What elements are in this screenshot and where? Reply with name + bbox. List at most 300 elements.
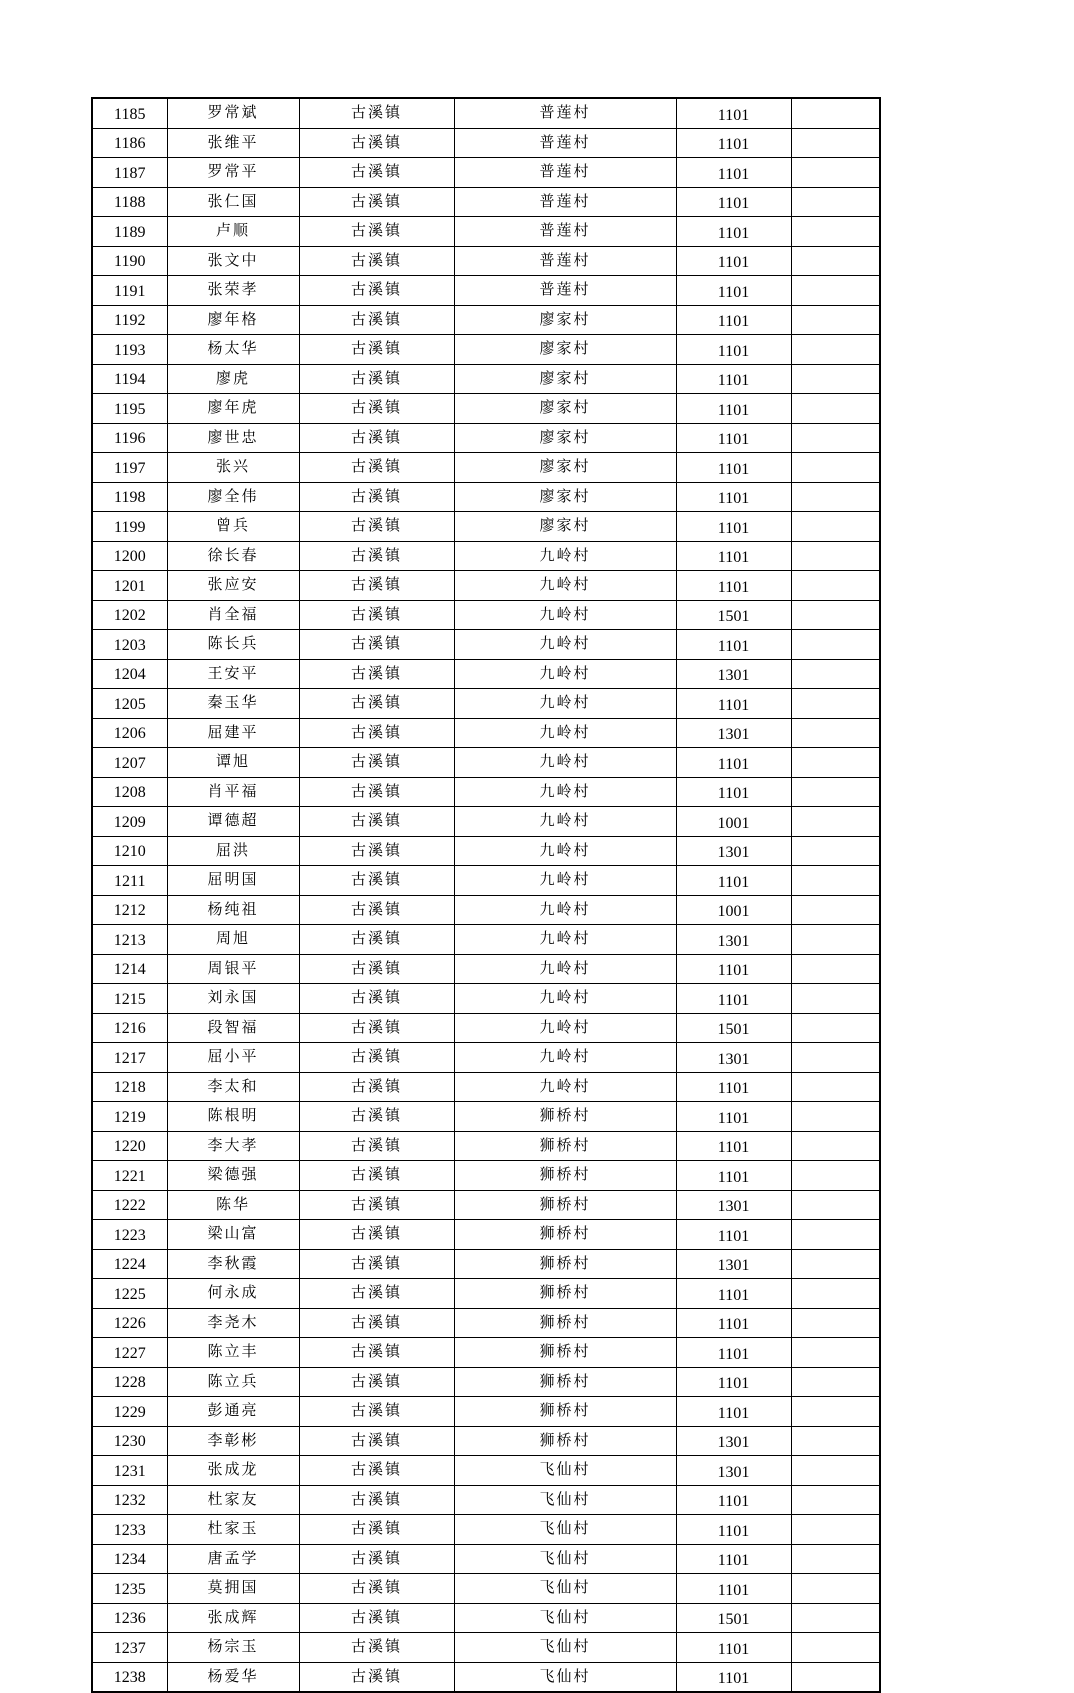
town-cell: 古溪镇 bbox=[299, 98, 454, 128]
row-number-cell: 1210 bbox=[92, 836, 167, 866]
town-cell: 古溪镇 bbox=[299, 1131, 454, 1161]
remark-cell bbox=[791, 1603, 880, 1633]
town-cell: 古溪镇 bbox=[299, 541, 454, 571]
table-row bbox=[92, 836, 880, 866]
code-cell: 1101 bbox=[676, 1131, 791, 1161]
table-row bbox=[92, 1131, 880, 1161]
name-cell: 廖虎 bbox=[167, 364, 299, 394]
village-cell: 普莲村 bbox=[454, 128, 676, 158]
remark-cell bbox=[791, 1338, 880, 1368]
code-cell: 1101 bbox=[676, 1515, 791, 1545]
row-number-cell: 1185 bbox=[92, 98, 167, 128]
remark-cell bbox=[791, 630, 880, 660]
remark-cell bbox=[791, 895, 880, 925]
table-row bbox=[92, 748, 880, 778]
row-number-cell: 1211 bbox=[92, 866, 167, 896]
row-number-cell: 1228 bbox=[92, 1367, 167, 1397]
town-cell: 古溪镇 bbox=[299, 925, 454, 955]
table-row bbox=[92, 364, 880, 394]
code-cell: 1101 bbox=[676, 1397, 791, 1427]
name-cell: 张成龙 bbox=[167, 1456, 299, 1486]
name-cell: 唐孟学 bbox=[167, 1544, 299, 1574]
name-cell: 张荣孝 bbox=[167, 276, 299, 306]
row-number-cell: 1235 bbox=[92, 1574, 167, 1604]
village-cell: 狮桥村 bbox=[454, 1279, 676, 1309]
town-cell: 古溪镇 bbox=[299, 1308, 454, 1338]
town-cell: 古溪镇 bbox=[299, 1338, 454, 1368]
village-cell: 九岭村 bbox=[454, 925, 676, 955]
town-cell: 古溪镇 bbox=[299, 1633, 454, 1663]
town-cell: 古溪镇 bbox=[299, 777, 454, 807]
row-number-cell: 1216 bbox=[92, 1013, 167, 1043]
row-number-cell: 1187 bbox=[92, 158, 167, 188]
village-cell: 飞仙村 bbox=[454, 1544, 676, 1574]
row-number-cell: 1207 bbox=[92, 748, 167, 778]
town-cell: 古溪镇 bbox=[299, 1456, 454, 1486]
table-row bbox=[92, 1633, 880, 1663]
town-cell: 古溪镇 bbox=[299, 1043, 454, 1073]
code-cell: 1101 bbox=[676, 541, 791, 571]
code-cell: 1101 bbox=[676, 512, 791, 542]
table-row bbox=[92, 925, 880, 955]
remark-cell bbox=[791, 1426, 880, 1456]
code-cell: 1101 bbox=[676, 1279, 791, 1309]
table-row bbox=[92, 1102, 880, 1132]
table-row bbox=[92, 1072, 880, 1102]
code-cell: 1101 bbox=[676, 98, 791, 128]
code-cell: 1301 bbox=[676, 1426, 791, 1456]
town-cell: 古溪镇 bbox=[299, 866, 454, 896]
village-cell: 普莲村 bbox=[454, 98, 676, 128]
village-cell: 九岭村 bbox=[454, 659, 676, 689]
row-number-cell: 1208 bbox=[92, 777, 167, 807]
village-cell: 飞仙村 bbox=[454, 1603, 676, 1633]
village-cell: 狮桥村 bbox=[454, 1102, 676, 1132]
town-cell: 古溪镇 bbox=[299, 630, 454, 660]
remark-cell bbox=[791, 187, 880, 217]
row-number-cell: 1204 bbox=[92, 659, 167, 689]
table-row bbox=[92, 1220, 880, 1250]
name-cell: 卢顺 bbox=[167, 217, 299, 247]
village-cell: 九岭村 bbox=[454, 748, 676, 778]
code-cell: 1301 bbox=[676, 718, 791, 748]
remark-cell bbox=[791, 866, 880, 896]
table-row bbox=[92, 1249, 880, 1279]
name-cell: 张兴 bbox=[167, 453, 299, 483]
village-cell: 狮桥村 bbox=[454, 1397, 676, 1427]
code-cell: 1101 bbox=[676, 689, 791, 719]
row-number-cell: 1201 bbox=[92, 571, 167, 601]
row-number-cell: 1224 bbox=[92, 1249, 167, 1279]
code-cell: 1101 bbox=[676, 1485, 791, 1515]
village-cell: 九岭村 bbox=[454, 1072, 676, 1102]
remark-cell bbox=[791, 217, 880, 247]
code-cell: 1101 bbox=[676, 866, 791, 896]
name-cell: 李大孝 bbox=[167, 1131, 299, 1161]
name-cell: 谭德超 bbox=[167, 807, 299, 837]
remark-cell bbox=[791, 98, 880, 128]
remark-cell bbox=[791, 748, 880, 778]
town-cell: 古溪镇 bbox=[299, 276, 454, 306]
village-cell: 廖家村 bbox=[454, 453, 676, 483]
table-row bbox=[92, 895, 880, 925]
village-cell: 普莲村 bbox=[454, 158, 676, 188]
code-cell: 1101 bbox=[676, 187, 791, 217]
name-cell: 周旭 bbox=[167, 925, 299, 955]
remark-cell bbox=[791, 394, 880, 424]
town-cell: 古溪镇 bbox=[299, 1102, 454, 1132]
name-cell: 周银平 bbox=[167, 954, 299, 984]
row-number-cell: 1220 bbox=[92, 1131, 167, 1161]
village-cell: 九岭村 bbox=[454, 954, 676, 984]
remark-cell bbox=[791, 1633, 880, 1663]
name-cell: 陈长兵 bbox=[167, 630, 299, 660]
village-cell: 狮桥村 bbox=[454, 1308, 676, 1338]
table-row bbox=[92, 187, 880, 217]
row-number-cell: 1222 bbox=[92, 1190, 167, 1220]
remark-cell bbox=[791, 1102, 880, 1132]
code-cell: 1501 bbox=[676, 1603, 791, 1633]
village-cell: 九岭村 bbox=[454, 571, 676, 601]
town-cell: 古溪镇 bbox=[299, 158, 454, 188]
town-cell: 古溪镇 bbox=[299, 1397, 454, 1427]
name-cell: 肖平福 bbox=[167, 777, 299, 807]
name-cell: 罗常平 bbox=[167, 158, 299, 188]
table-row bbox=[92, 1338, 880, 1368]
code-cell: 1101 bbox=[676, 1072, 791, 1102]
village-cell: 廖家村 bbox=[454, 394, 676, 424]
town-cell: 古溪镇 bbox=[299, 482, 454, 512]
name-cell: 廖世忠 bbox=[167, 423, 299, 453]
row-number-cell: 1226 bbox=[92, 1308, 167, 1338]
village-cell: 廖家村 bbox=[454, 482, 676, 512]
village-cell: 九岭村 bbox=[454, 984, 676, 1014]
remark-cell bbox=[791, 984, 880, 1014]
village-cell: 廖家村 bbox=[454, 335, 676, 365]
code-cell: 1101 bbox=[676, 984, 791, 1014]
row-number-cell: 1225 bbox=[92, 1279, 167, 1309]
name-cell: 李秋霞 bbox=[167, 1249, 299, 1279]
town-cell: 古溪镇 bbox=[299, 1574, 454, 1604]
town-cell: 古溪镇 bbox=[299, 217, 454, 247]
row-number-cell: 1233 bbox=[92, 1515, 167, 1545]
name-cell: 王安平 bbox=[167, 659, 299, 689]
row-number-cell: 1194 bbox=[92, 364, 167, 394]
town-cell: 古溪镇 bbox=[299, 718, 454, 748]
town-cell: 古溪镇 bbox=[299, 394, 454, 424]
town-cell: 古溪镇 bbox=[299, 807, 454, 837]
village-cell: 狮桥村 bbox=[454, 1161, 676, 1191]
row-number-cell: 1188 bbox=[92, 187, 167, 217]
row-number-cell: 1223 bbox=[92, 1220, 167, 1250]
remark-cell bbox=[791, 128, 880, 158]
table-row bbox=[92, 305, 880, 335]
village-cell: 飞仙村 bbox=[454, 1662, 676, 1692]
village-cell: 飞仙村 bbox=[454, 1456, 676, 1486]
name-cell: 屈建平 bbox=[167, 718, 299, 748]
code-cell: 1101 bbox=[676, 1574, 791, 1604]
town-cell: 古溪镇 bbox=[299, 1603, 454, 1633]
name-cell: 屈洪 bbox=[167, 836, 299, 866]
name-cell: 杨纯祖 bbox=[167, 895, 299, 925]
remark-cell bbox=[791, 158, 880, 188]
name-cell: 杜家玉 bbox=[167, 1515, 299, 1545]
row-number-cell: 1199 bbox=[92, 512, 167, 542]
village-cell: 九岭村 bbox=[454, 600, 676, 630]
village-cell: 飞仙村 bbox=[454, 1485, 676, 1515]
village-cell: 普莲村 bbox=[454, 217, 676, 247]
village-cell: 九岭村 bbox=[454, 866, 676, 896]
row-number-cell: 1197 bbox=[92, 453, 167, 483]
code-cell: 1101 bbox=[676, 246, 791, 276]
code-cell: 1101 bbox=[676, 394, 791, 424]
code-cell: 1301 bbox=[676, 1190, 791, 1220]
town-cell: 古溪镇 bbox=[299, 1515, 454, 1545]
remark-cell bbox=[791, 1397, 880, 1427]
table-row bbox=[92, 1574, 880, 1604]
table-row bbox=[92, 1485, 880, 1515]
row-number-cell: 1213 bbox=[92, 925, 167, 955]
name-cell: 彭通亮 bbox=[167, 1397, 299, 1427]
name-cell: 梁德强 bbox=[167, 1161, 299, 1191]
remark-cell bbox=[791, 836, 880, 866]
town-cell: 古溪镇 bbox=[299, 1426, 454, 1456]
code-cell: 1101 bbox=[676, 276, 791, 306]
village-cell: 九岭村 bbox=[454, 689, 676, 719]
remark-cell bbox=[791, 1367, 880, 1397]
village-cell: 九岭村 bbox=[454, 836, 676, 866]
remark-cell bbox=[791, 1249, 880, 1279]
table-row bbox=[92, 453, 880, 483]
town-cell: 古溪镇 bbox=[299, 128, 454, 158]
name-cell: 曾兵 bbox=[167, 512, 299, 542]
name-cell: 杜家友 bbox=[167, 1485, 299, 1515]
town-cell: 古溪镇 bbox=[299, 305, 454, 335]
remark-cell bbox=[791, 1308, 880, 1338]
row-number-cell: 1192 bbox=[92, 305, 167, 335]
row-number-cell: 1193 bbox=[92, 335, 167, 365]
table-row bbox=[92, 98, 880, 128]
remark-cell bbox=[791, 718, 880, 748]
table-row bbox=[92, 1013, 880, 1043]
row-number-cell: 1231 bbox=[92, 1456, 167, 1486]
village-cell: 廖家村 bbox=[454, 364, 676, 394]
village-cell: 廖家村 bbox=[454, 305, 676, 335]
remark-cell bbox=[791, 1456, 880, 1486]
table-row bbox=[92, 1426, 880, 1456]
name-cell: 陈华 bbox=[167, 1190, 299, 1220]
village-cell: 廖家村 bbox=[454, 423, 676, 453]
row-number-cell: 1200 bbox=[92, 541, 167, 571]
table-row bbox=[92, 954, 880, 984]
remark-cell bbox=[791, 954, 880, 984]
name-cell: 陈立兵 bbox=[167, 1367, 299, 1397]
row-number-cell: 1205 bbox=[92, 689, 167, 719]
village-cell: 狮桥村 bbox=[454, 1190, 676, 1220]
table-row bbox=[92, 246, 880, 276]
code-cell: 1001 bbox=[676, 895, 791, 925]
table-row bbox=[92, 1279, 880, 1309]
village-cell: 九岭村 bbox=[454, 895, 676, 925]
table-row bbox=[92, 512, 880, 542]
village-cell: 狮桥村 bbox=[454, 1367, 676, 1397]
village-cell: 狮桥村 bbox=[454, 1338, 676, 1368]
code-cell: 1101 bbox=[676, 777, 791, 807]
town-cell: 古溪镇 bbox=[299, 187, 454, 217]
village-cell: 九岭村 bbox=[454, 718, 676, 748]
remark-cell bbox=[791, 1574, 880, 1604]
name-cell: 杨爱华 bbox=[167, 1662, 299, 1692]
remark-cell bbox=[791, 1662, 880, 1692]
table-row bbox=[92, 394, 880, 424]
town-cell: 古溪镇 bbox=[299, 895, 454, 925]
name-cell: 廖年格 bbox=[167, 305, 299, 335]
row-number-cell: 1234 bbox=[92, 1544, 167, 1574]
remark-cell bbox=[791, 1279, 880, 1309]
town-cell: 古溪镇 bbox=[299, 453, 454, 483]
table-row bbox=[92, 1544, 880, 1574]
remark-cell bbox=[791, 659, 880, 689]
remark-cell bbox=[791, 305, 880, 335]
village-cell: 九岭村 bbox=[454, 1043, 676, 1073]
code-cell: 1501 bbox=[676, 600, 791, 630]
code-cell: 1101 bbox=[676, 305, 791, 335]
name-cell: 张应安 bbox=[167, 571, 299, 601]
town-cell: 古溪镇 bbox=[299, 1279, 454, 1309]
village-cell: 狮桥村 bbox=[454, 1249, 676, 1279]
name-cell: 李太和 bbox=[167, 1072, 299, 1102]
village-cell: 狮桥村 bbox=[454, 1426, 676, 1456]
name-cell: 秦玉华 bbox=[167, 689, 299, 719]
table-row bbox=[92, 482, 880, 512]
table-row bbox=[92, 158, 880, 188]
remark-cell bbox=[791, 276, 880, 306]
code-cell: 1101 bbox=[676, 954, 791, 984]
remark-cell bbox=[791, 1013, 880, 1043]
town-cell: 古溪镇 bbox=[299, 1220, 454, 1250]
town-cell: 古溪镇 bbox=[299, 1190, 454, 1220]
table-row bbox=[92, 777, 880, 807]
table-row bbox=[92, 1397, 880, 1427]
table-row bbox=[92, 1308, 880, 1338]
town-cell: 古溪镇 bbox=[299, 1013, 454, 1043]
table-row bbox=[92, 1367, 880, 1397]
remark-cell bbox=[791, 1220, 880, 1250]
row-number-cell: 1236 bbox=[92, 1603, 167, 1633]
village-cell: 普莲村 bbox=[454, 246, 676, 276]
name-cell: 段智福 bbox=[167, 1013, 299, 1043]
row-number-cell: 1215 bbox=[92, 984, 167, 1014]
row-number-cell: 1229 bbox=[92, 1397, 167, 1427]
name-cell: 何永成 bbox=[167, 1279, 299, 1309]
town-cell: 古溪镇 bbox=[299, 246, 454, 276]
remark-cell bbox=[791, 1485, 880, 1515]
code-cell: 1101 bbox=[676, 158, 791, 188]
table-row bbox=[92, 630, 880, 660]
code-cell: 1101 bbox=[676, 1220, 791, 1250]
town-cell: 古溪镇 bbox=[299, 600, 454, 630]
remark-cell bbox=[791, 1161, 880, 1191]
village-cell: 九岭村 bbox=[454, 777, 676, 807]
village-cell: 飞仙村 bbox=[454, 1515, 676, 1545]
name-cell: 廖全伟 bbox=[167, 482, 299, 512]
row-number-cell: 1209 bbox=[92, 807, 167, 837]
town-cell: 古溪镇 bbox=[299, 1544, 454, 1574]
village-cell: 九岭村 bbox=[454, 1013, 676, 1043]
table-row bbox=[92, 128, 880, 158]
village-cell: 飞仙村 bbox=[454, 1633, 676, 1663]
row-number-cell: 1212 bbox=[92, 895, 167, 925]
code-cell: 1301 bbox=[676, 836, 791, 866]
remark-cell bbox=[791, 246, 880, 276]
village-cell: 飞仙村 bbox=[454, 1574, 676, 1604]
row-number-cell: 1219 bbox=[92, 1102, 167, 1132]
village-cell: 九岭村 bbox=[454, 541, 676, 571]
name-cell: 罗常斌 bbox=[167, 98, 299, 128]
row-number-cell: 1203 bbox=[92, 630, 167, 660]
code-cell: 1101 bbox=[676, 128, 791, 158]
town-cell: 古溪镇 bbox=[299, 423, 454, 453]
remark-cell bbox=[791, 512, 880, 542]
town-cell: 古溪镇 bbox=[299, 689, 454, 719]
name-cell: 廖年虎 bbox=[167, 394, 299, 424]
table-row bbox=[92, 1603, 880, 1633]
code-cell: 1301 bbox=[676, 1043, 791, 1073]
row-number-cell: 1230 bbox=[92, 1426, 167, 1456]
table-row bbox=[92, 423, 880, 453]
code-cell: 1101 bbox=[676, 630, 791, 660]
table-row bbox=[92, 1161, 880, 1191]
code-cell: 1101 bbox=[676, 217, 791, 247]
table-row bbox=[92, 1456, 880, 1486]
remark-cell bbox=[791, 335, 880, 365]
remark-cell bbox=[791, 541, 880, 571]
name-cell: 谭旭 bbox=[167, 748, 299, 778]
table-row bbox=[92, 689, 880, 719]
row-number-cell: 1214 bbox=[92, 954, 167, 984]
table-row bbox=[92, 984, 880, 1014]
remark-cell bbox=[791, 1043, 880, 1073]
remark-cell bbox=[791, 1190, 880, 1220]
name-cell: 徐长春 bbox=[167, 541, 299, 571]
code-cell: 1101 bbox=[676, 1161, 791, 1191]
code-cell: 1101 bbox=[676, 1338, 791, 1368]
roster-table-body bbox=[92, 98, 880, 1692]
code-cell: 1501 bbox=[676, 1013, 791, 1043]
name-cell: 肖全福 bbox=[167, 600, 299, 630]
table-row bbox=[92, 600, 880, 630]
row-number-cell: 1227 bbox=[92, 1338, 167, 1368]
name-cell: 杨宗玉 bbox=[167, 1633, 299, 1663]
code-cell: 1101 bbox=[676, 1662, 791, 1692]
remark-cell bbox=[791, 364, 880, 394]
name-cell: 张成辉 bbox=[167, 1603, 299, 1633]
table-row bbox=[92, 571, 880, 601]
remark-cell bbox=[791, 453, 880, 483]
remark-cell bbox=[791, 1131, 880, 1161]
town-cell: 古溪镇 bbox=[299, 1161, 454, 1191]
remark-cell bbox=[791, 1544, 880, 1574]
row-number-cell: 1191 bbox=[92, 276, 167, 306]
town-cell: 古溪镇 bbox=[299, 659, 454, 689]
name-cell: 屈明国 bbox=[167, 866, 299, 896]
village-cell: 普莲村 bbox=[454, 187, 676, 217]
name-cell: 杨太华 bbox=[167, 335, 299, 365]
row-number-cell: 1206 bbox=[92, 718, 167, 748]
name-cell: 陈立丰 bbox=[167, 1338, 299, 1368]
remark-cell bbox=[791, 689, 880, 719]
town-cell: 古溪镇 bbox=[299, 364, 454, 394]
